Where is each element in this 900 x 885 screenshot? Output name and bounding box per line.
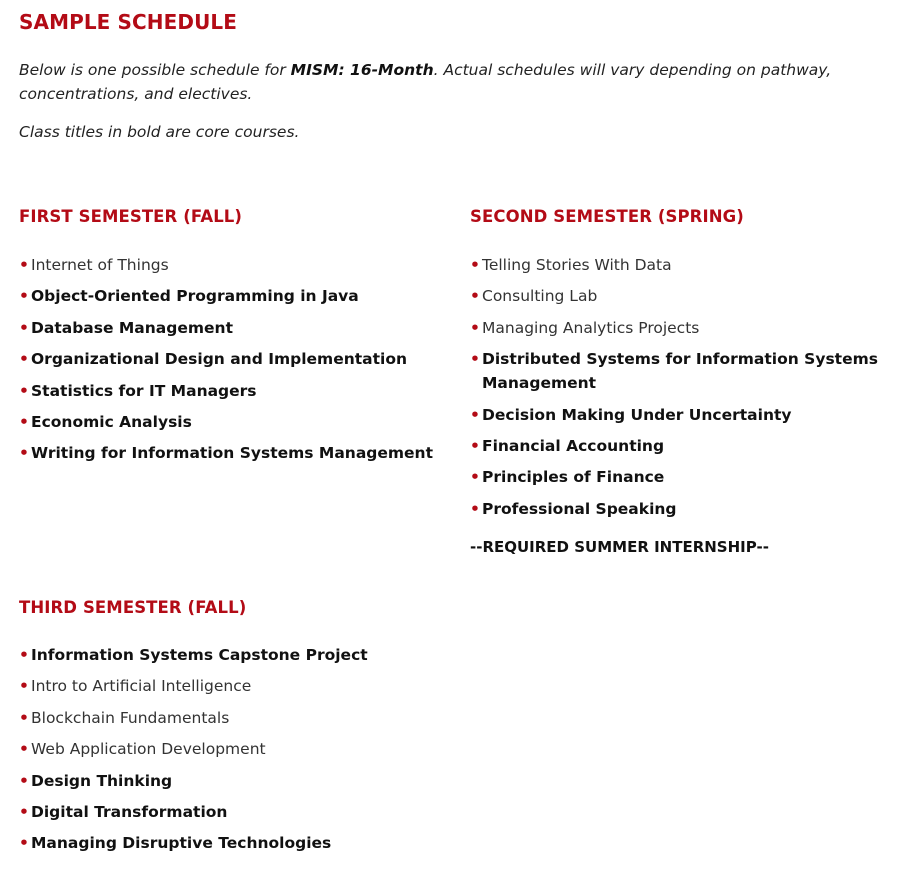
core-course-note: Class titles in bold are core courses. bbox=[19, 123, 300, 141]
page-title: SAMPLE SCHEDULE bbox=[19, 10, 238, 34]
course-item: • Principles of Finance bbox=[470, 465, 890, 489]
course-item: • Intro to Artificial Intelligence bbox=[19, 674, 439, 698]
course-item: • Database Management bbox=[19, 316, 439, 340]
course-item: • Professional Speaking bbox=[470, 497, 890, 521]
course-list-second bbox=[470, 253, 890, 528]
internship-note: --REQUIRED SUMMER INTERNSHIP-- bbox=[470, 538, 769, 556]
course-item: • Managing Disruptive Technologies bbox=[19, 831, 439, 855]
intro-prefix: Below is one possible schedule for bbox=[19, 61, 291, 79]
course-item: • Economic Analysis bbox=[19, 410, 439, 434]
course-item: • Distributed Systems for Information Systems Management bbox=[470, 347, 890, 395]
course-item: • Organizational Design and Implementation bbox=[19, 347, 439, 371]
course-item: • Information Systems Capstone Project bbox=[19, 643, 439, 667]
course-item: • Financial Accounting bbox=[470, 434, 890, 458]
semester-heading-second: SECOND SEMESTER (SPRING) bbox=[470, 207, 744, 226]
semester-heading-third: THIRD SEMESTER (FALL) bbox=[19, 598, 247, 617]
course-item: • Managing Analytics Projects bbox=[470, 316, 890, 340]
course-item: • Design Thinking bbox=[19, 769, 439, 793]
course-item: • Telling Stories With Data bbox=[470, 253, 890, 277]
semester-heading-first: FIRST SEMESTER (FALL) bbox=[19, 207, 243, 226]
course-list-third bbox=[19, 643, 439, 863]
intro-suffix: . Actual schedules will vary depending on pathway, concentrations, and electives. bbox=[19, 61, 832, 103]
course-item: • Decision Making Under Uncertainty bbox=[470, 403, 890, 427]
intro-paragraph bbox=[19, 58, 889, 106]
course-item: • Digital Transformation bbox=[19, 800, 439, 824]
course-item: • Consulting Lab bbox=[470, 284, 890, 308]
program-name: MISM: 16-Month bbox=[290, 61, 434, 79]
course-item: • Writing for Information Systems Management bbox=[19, 441, 439, 465]
course-item: • Object-Oriented Programming in Java bbox=[19, 284, 439, 308]
course-item: • Blockchain Fundamentals bbox=[19, 706, 439, 730]
course-list-first bbox=[19, 253, 439, 473]
course-item: • Internet of Things bbox=[19, 253, 439, 277]
course-item: • Web Application Development bbox=[19, 737, 439, 761]
course-item: • Statistics for IT Managers bbox=[19, 379, 439, 403]
